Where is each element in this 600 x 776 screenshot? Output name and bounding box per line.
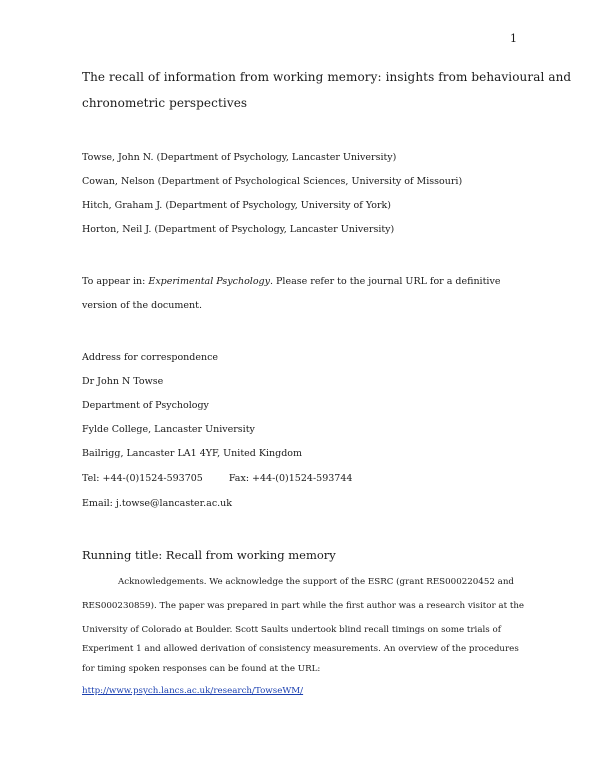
- publication-note-prefix: To appear in:: [82, 276, 149, 287]
- author-horton: Horton, Neil J. (Department of Psychology, Lancaster University): [82, 224, 395, 235]
- paper-title-line-1: The recall of information from working memory: insights from behavioural and: [82, 70, 572, 84]
- publication-note-line-2: version of the document.: [82, 300, 202, 311]
- telephone: Tel: +44-(0)1524-593705: [82, 473, 203, 484]
- page-number: 1: [510, 32, 517, 45]
- publication-note-suffix: . Please refer to the journal URL for a definitive: [270, 276, 501, 287]
- correspondence-department: Department of Psychology: [82, 400, 209, 411]
- procedures-url-link[interactable]: http://www.psych.lancs.ac.uk/research/TowseWM/: [82, 686, 304, 696]
- running-title: Running title: Recall from working memory: [82, 548, 336, 562]
- correspondence-email: Email: j.towse@lancaster.ac.uk: [82, 498, 233, 509]
- correspondence-name: Dr John N Towse: [82, 376, 164, 387]
- author-towse: Towse, John N. (Department of Psychology, Lancaster University): [82, 152, 397, 163]
- correspondence-phone-line: [82, 473, 352, 484]
- author-hitch: Hitch, Graham J. (Department of Psychology, University of York): [82, 200, 391, 211]
- acknowledgements-line-1: Acknowledgements. We acknowledge the support of the ESRC (grant RES000220452 and: [118, 577, 514, 587]
- fax: Fax: +44-(0)1524-593744: [228, 473, 353, 484]
- acknowledgements-line-3: University of Colorado at Boulder. Scott Saults undertook blind recall timings on some trials of: [82, 625, 501, 635]
- paper-title-line-2: chronometric perspectives: [82, 96, 248, 110]
- correspondence-heading: Address for correspondence: [82, 352, 219, 363]
- acknowledgements-line-4: Experiment 1 and allowed derivation of consistency measurements. An overview of the procedures: [82, 644, 519, 654]
- correspondence-address: Bailrigg, Lancaster LA1 4YF, United Kingdom: [82, 448, 303, 459]
- journal-name: Experimental Psychology: [148, 276, 270, 287]
- acknowledgements-line-5: for timing spoken responses can be found at the URL:: [82, 664, 321, 674]
- correspondence-college: Fylde College, Lancaster University: [82, 424, 255, 435]
- publication-note: [82, 276, 500, 287]
- author-cowan: Cowan, Nelson (Department of Psychological Sciences, University of Missouri): [82, 176, 463, 187]
- acknowledgements-line-2: RES000230859). The paper was prepared in part while the first author was a research visitor at the: [82, 601, 525, 611]
